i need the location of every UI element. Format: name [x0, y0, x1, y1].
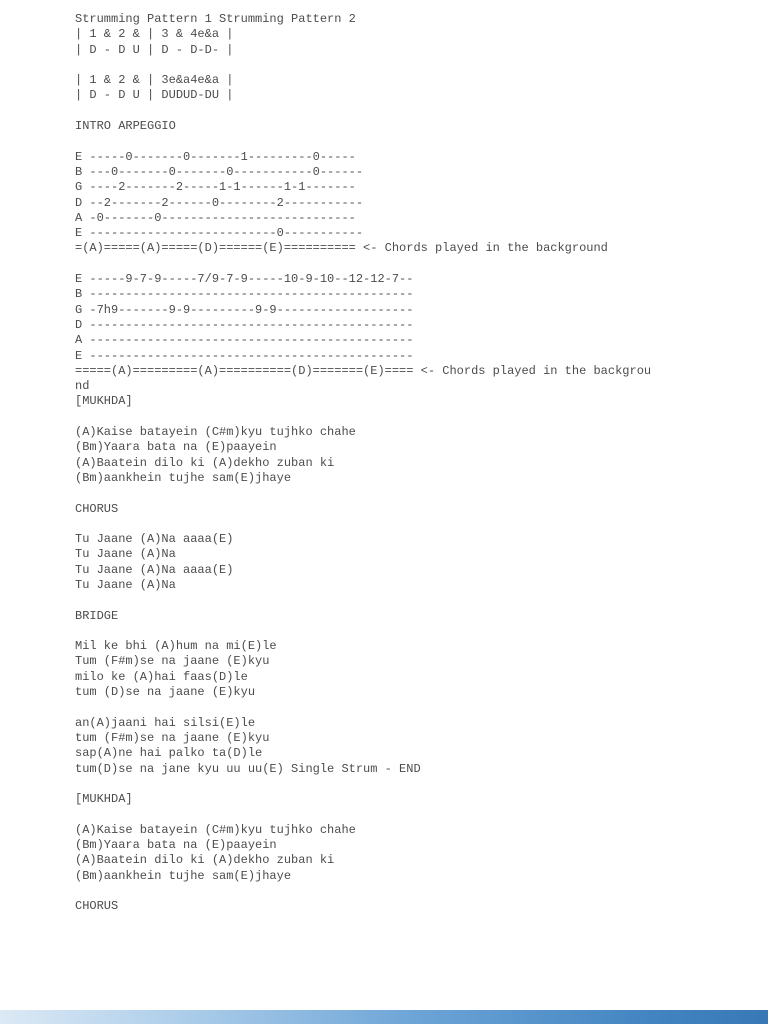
text-line: A --------------------------------------------- — [75, 333, 414, 348]
text-line: (A)Baatein dilo ki (A)dekho zuban ki — [75, 853, 335, 868]
text-line: Tu Jaane (A)Na — [75, 547, 176, 562]
text-line — [75, 884, 768, 899]
text-line: [MUKHDA] — [75, 394, 133, 409]
text-line: B ---0-------0-------0-----------0------ — [75, 164, 364, 179]
section-intro-arpeggio — [75, 119, 768, 394]
section-bridge — [75, 609, 768, 793]
section-chorus-1 — [75, 502, 768, 609]
text-line — [75, 104, 768, 119]
text-line: =====(A)=========(A)==========(D)=======(E)==== <- Chords played in the backgrou — [75, 363, 652, 378]
text-line: tum(D)se na jane kyu uu uu(E) Single Strum - END — [75, 761, 421, 776]
text-line: INTRO ARPEGGIO — [75, 119, 176, 134]
page-loading-gradient-bar — [0, 1010, 768, 1024]
text-line — [75, 517, 768, 532]
text-line: (Bm)aankhein tujhe sam(E)jhaye — [75, 868, 292, 883]
section-mukhda-2 — [75, 792, 768, 899]
text-line: (A)Kaise batayein (C#m)kyu tujhko chahe — [75, 822, 356, 837]
text-line: E --------------------------------------------- — [75, 348, 414, 363]
text-line: CHORUS — [75, 501, 119, 516]
text-line: milo ke (A)hai faas(D)le — [75, 669, 248, 684]
text-line: BRIDGE — [75, 608, 119, 623]
text-line: D --------------------------------------------- — [75, 317, 414, 332]
text-line — [75, 700, 768, 715]
text-line: (A)Baatein dilo ki (A)dekho zuban ki — [75, 455, 335, 470]
text-line: A -0-------0--------------------------- — [75, 210, 356, 225]
text-line — [75, 486, 768, 501]
text-line: =(A)=====(A)=====(D)======(E)========== <- Chords played in the background — [75, 241, 608, 256]
text-line: (Bm)Yaara bata na (E)paayein — [75, 838, 277, 853]
text-line — [75, 777, 768, 792]
text-line: E -----0-------0-------1---------0----- — [75, 149, 356, 164]
text-line: Mil ke bhi (A)hum na mi(E)le — [75, 639, 277, 654]
text-line: Tu Jaane (A)Na — [75, 577, 176, 592]
text-line: Tu Jaane (A)Na aaaa(E) — [75, 562, 234, 577]
text-line — [75, 593, 768, 608]
text-line: CHORUS — [75, 899, 119, 914]
text-line: [MUKHDA] — [75, 792, 133, 807]
text-line: D --2-------2------0--------2----------- — [75, 195, 364, 210]
chord-sheet — [75, 12, 768, 915]
text-line — [75, 624, 768, 639]
text-line: B --------------------------------------------- — [75, 287, 414, 302]
text-line: E -----9-7-9-----7/9-7-9-----10-9-10--12-12-7-- — [75, 272, 414, 287]
text-line: (Bm)Yaara bata na (E)paayein — [75, 440, 277, 455]
section-strumming-patterns — [75, 12, 768, 119]
text-line: Tum (F#m)se na jaane (E)kyu — [75, 654, 270, 669]
text-line — [75, 257, 768, 272]
section-chorus-2 — [75, 899, 768, 914]
section-mukhda-1 — [75, 394, 768, 501]
text-line: E --------------------------0----------- — [75, 226, 364, 241]
text-line: tum (F#m)se na jaane (E)kyu — [75, 730, 270, 745]
text-line: (A)Kaise batayein (C#m)kyu tujhko chahe — [75, 425, 356, 440]
text-line: Strumming Pattern 1 Strumming Pattern 2 — [75, 12, 356, 26]
text-line: nd — [75, 379, 90, 394]
text-line: Tu Jaane (A)Na aaaa(E) — [75, 532, 234, 547]
text-line: an(A)jaani hai silsi(E)le — [75, 715, 256, 730]
text-line — [75, 410, 768, 425]
text-line: | D - D U | D - D-D- | — [75, 42, 234, 57]
text-line: G ----2-------2-----1-1------1-1------- — [75, 180, 356, 195]
text-line — [75, 807, 768, 822]
text-line: tum (D)se na jaane (E)kyu — [75, 685, 256, 700]
text-line: | 1 & 2 & | 3 & 4e&a | — [75, 27, 234, 42]
text-line — [75, 58, 768, 73]
text-line: (Bm)aankhein tujhe sam(E)jhaye — [75, 470, 292, 485]
text-line: | 1 & 2 & | 3e&a4e&a | — [75, 73, 234, 88]
text-line: | D - D U | DUDUD-DU | — [75, 88, 234, 103]
text-line: G -7h9-------9-9---------9-9------------------- — [75, 302, 414, 317]
text-line — [75, 134, 768, 149]
text-line: sap(A)ne hai palko ta(D)le — [75, 746, 263, 761]
